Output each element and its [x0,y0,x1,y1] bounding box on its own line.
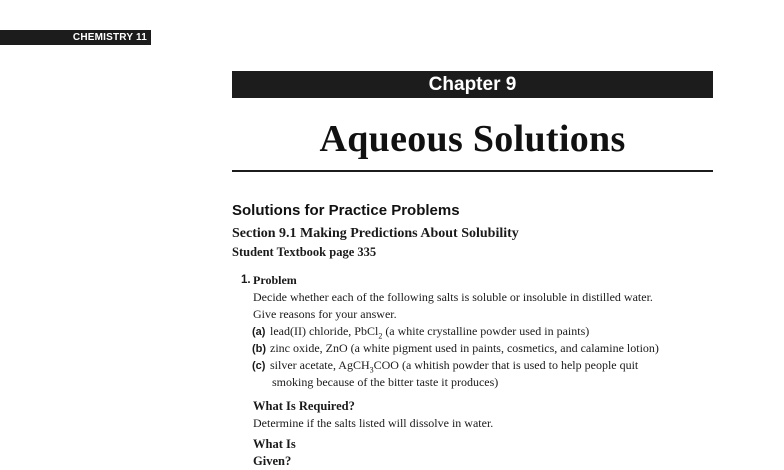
title-divider [232,170,713,172]
section-heading: Solutions for Practice Problems [232,202,460,219]
textbook-page-reference: Student Textbook page 335 [232,245,377,259]
part-a-subscript: 2 [378,331,383,341]
problem-number: 1. [241,274,251,286]
problem-statement-line-2: Give reasons for your answer. [253,307,397,321]
problem-part-c-continuation: smoking because of the bitter taste it produces) [272,375,499,389]
part-c-subscript: 3 [369,365,374,375]
course-tab: CHEMISTRY 11 [0,30,151,45]
next-heading-partial: What Is Given? [253,437,296,468]
problem-part-c [252,357,638,375]
next-heading-cutoff [253,436,323,468]
what-is-required-heading: What Is Required? [253,399,355,413]
problem-label: Problem [253,273,297,287]
part-c-text-after: COO (a whitish powder that is used to help people quit [373,358,639,372]
part-a-text-before: lead(II) chloride, PbCl [270,324,379,338]
problem-statement-line-1: Decide whether each of the following salts is soluble or insoluble in distilled water. [253,290,653,304]
subsection-heading: Section 9.1 Making Predictions About Solubility [232,226,519,241]
what-is-required-text: Determine if the salts listed will dissolve in water. [253,416,494,430]
part-b-text: zinc oxide, ZnO (a white pigment used in paints, cosmetics, and calamine lotion) [270,341,659,355]
problem-part-b [252,340,659,358]
problem-part-a [252,323,589,341]
part-c-text-before: silver acetate, AgCH [270,358,370,372]
part-a-text-after: (a white crystalline powder used in paints) [382,324,590,338]
chapter-label-bar: Chapter 9 [232,71,713,98]
part-c-label: (c) [252,360,266,372]
part-b-label: (b) [252,343,267,355]
part-a-label: (a) [252,326,266,338]
chapter-title: Aqueous Solutions [319,118,626,160]
